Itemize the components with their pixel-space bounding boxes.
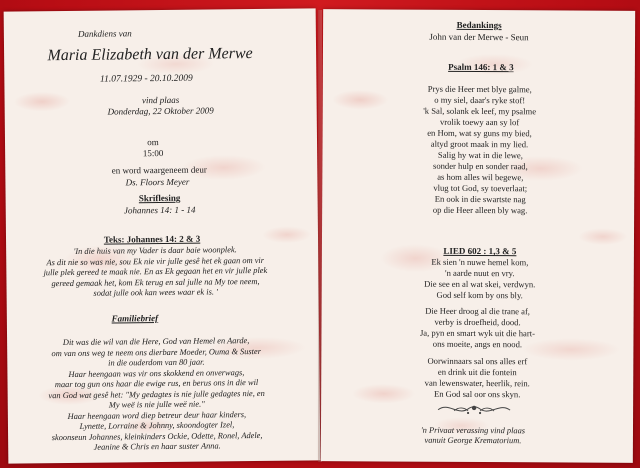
minister-name: Ds. Floors Meyer <box>125 176 190 188</box>
family-letter-body: Dit was die wil van die Here, God van Hemel en Aarde, om van ons weg te neem ons dierbare Moeder, Ouma & Suster in die ouderdom van 80 jaar. Haar heengaan was vir ons skokkend en onverwags, maar tog gun ons haar die ewige rus, en berus ons in die wil van God wat gesê het: "My gedagtes is nie julle gedagtes nie, en My weë is nie julle weë nie." Haar heengaan word diep betreur deur haar kinders, Lynette, Lorraine & Johnny, skoondogter Izel, skoonseun Johannes, kleinkinders Ockie, Odette, Ronel, Adele, Jeanine & Chris en haar suster Anna. <box>48 336 265 452</box>
right-page <box>321 9 635 463</box>
life-dates: 11.07.1929 - 20.10.2009 <box>99 73 193 85</box>
thanksgiving-label: Dankdiens van <box>77 28 132 39</box>
hymn-verse-3: Die Heer droog al die trane af, verby is droefheid, dood. Ja, pyn en smart wyk uit die hart- ons moeite, angs en nood. <box>419 305 536 350</box>
private-cremation-note: 'n Privaat verassing vind plaas vanuit George Krematorium. <box>420 425 526 446</box>
service-time: om 15:00 <box>142 137 164 159</box>
deceased-name: Maria Elizabeth van der Merwe <box>47 45 253 65</box>
psalm-verse-3: Salig hy wat in die lewe, sonder hulp en sonder raad, as hom alles wil begewe, vlug tot God, sy toeverlaat; En ook in die swartste nag op die Heer alleen bly wag. <box>432 149 528 216</box>
reading-heading: Skriflesing <box>138 192 181 204</box>
family-letter-heading: Familiebrief <box>111 313 159 324</box>
left-page <box>4 8 321 463</box>
acknowledgements-by: John van der Merwe - Seun <box>429 31 529 43</box>
conducted-by-label: en word waargeneem deur <box>111 164 207 176</box>
ornament-icon <box>434 400 514 418</box>
hymn-verse-1: Ek sien 'n nuwe hemel kom, 'n aarde nuut en vry. Die see en al wat skei, verdwyn. God self kom by ons bly. <box>424 256 536 301</box>
reading-reference: Johannes 14: 1 - 14 <box>123 204 196 216</box>
psalm-verse-1: Prys die Heer met blye galme, o my siel, daar's ryke stof! 'k Sal, solank ek leef, my psalme vrolik toewy aan sy lof en Hom, wat sy guns my bied, altyd groot maak in my lied. <box>423 83 537 150</box>
text-heading: Teks: Johannes 14: 2 & 3 <box>103 233 201 245</box>
psalm-heading: Psalm 146: 1 & 3 <box>448 61 514 73</box>
acknowledgements-heading: Bedankings <box>456 19 502 31</box>
hymn-heading: LIED 602 : 1,3 & 5 <box>443 245 517 257</box>
hymn-verse-5: Oorwinnaars sal ons alles erf en drink uit die fontein van lewenswater, heerlik, rein. En God sal oor ons skyn. <box>424 355 530 400</box>
service-venue: vind plaas Donderdag, 22 Oktober 2009 <box>107 94 214 117</box>
text-body: 'In die huis van my Vader is daar baie woonplek. As dit nie so was nie, sou Ek nie vir julle gesê het ek gaan om vir julle plek gereed te maak nie. En as Ek gegaan het en vir julle plek gereed gemaak het, kom Ek terug en sal julle na My toe neem, sodat julle ook kan wees waar ek is. ' <box>43 245 268 298</box>
